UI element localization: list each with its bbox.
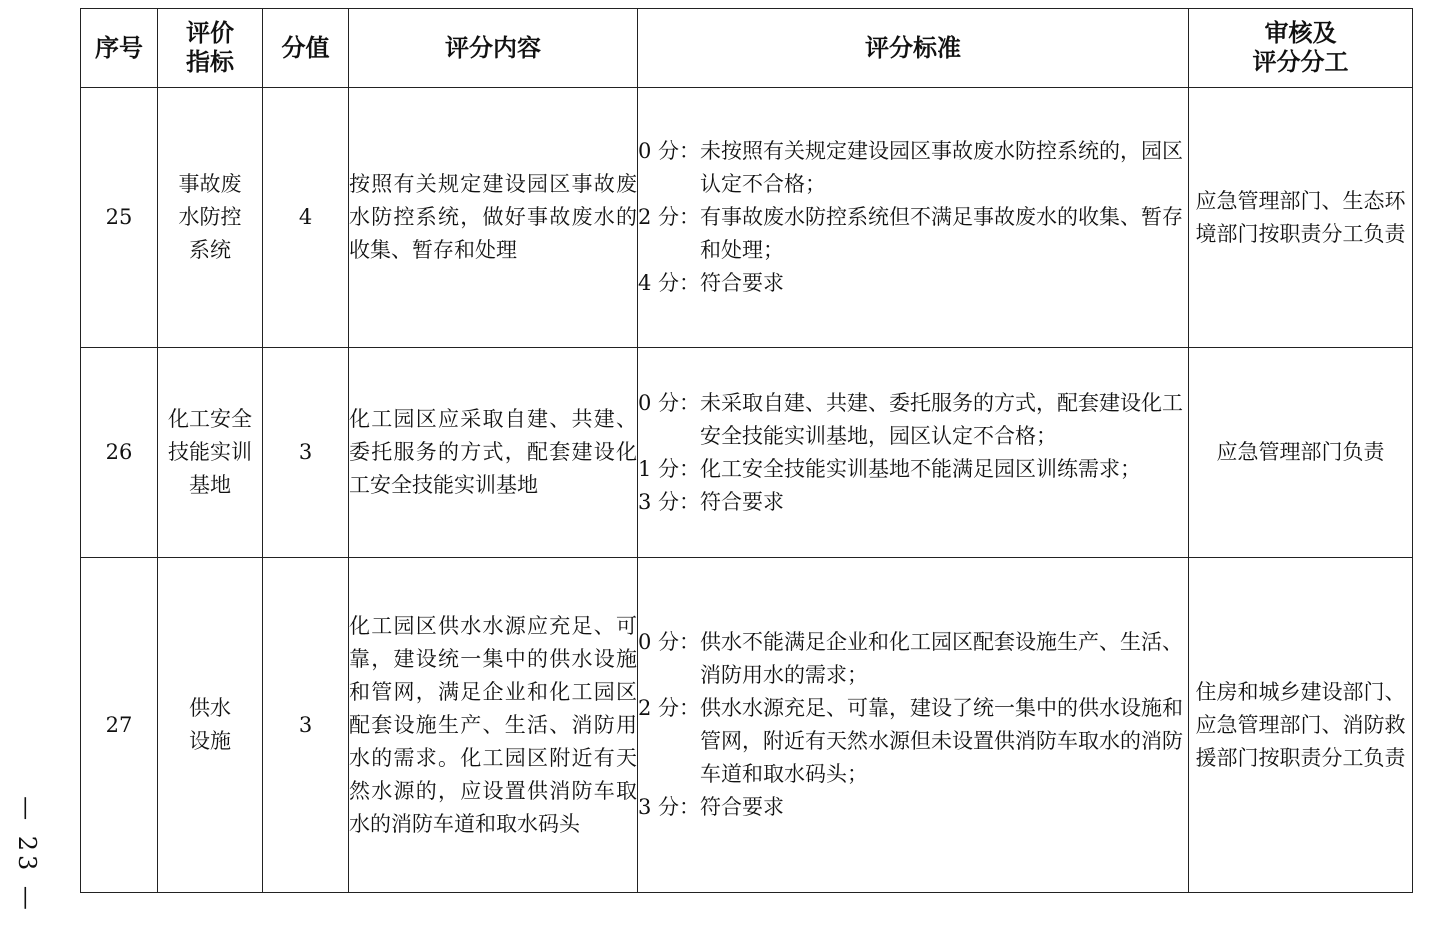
row-seq: 26 (81, 348, 158, 558)
row-score: 4 (263, 88, 349, 348)
header-score: 分值 (263, 9, 349, 88)
header-content: 评分内容 (349, 9, 638, 88)
row-indicator: 供水 设施 (158, 558, 263, 893)
criteria-item: 0 分： 未按照有关规定建设园区事故废水防控系统的，园区认定不合格； (638, 139, 1184, 196)
table-row (81, 88, 1413, 348)
criteria-item: 2 分： 供水水源充足、可靠，建设了统一集中的供水设施和管网，附近有天然水源但未设置供消防车取水的消防车道和取水码头； (638, 696, 1184, 786)
header-review: 审核及 评分分工 (1189, 9, 1413, 88)
row-indicator: 事故废 水防控 系统 (158, 88, 263, 348)
page-number: — 23 — (13, 796, 42, 914)
row-review: 住房和城乡建设部门、应急管理部门、消防救援部门按职责分工负责 (1189, 558, 1413, 893)
row-content: 化工园区应采取自建、共建、委托服务的方式，配套建设化工安全技能实训基地 (349, 348, 638, 558)
evaluation-table (80, 8, 1413, 893)
criteria-item: 3 分： 符合要求 (638, 489, 785, 514)
row-review: 应急管理部门负责 (1189, 348, 1413, 558)
row-seq: 25 (81, 88, 158, 348)
criteria-item: 0 分： 未采取自建、共建、委托服务的方式，配套建设化工安全技能实训基地，园区认定不合格； (638, 390, 1184, 448)
header-indicator: 评价 指标 (158, 9, 263, 88)
criteria-item: 4 分： 符合要求 (638, 271, 785, 295)
row-review: 应急管理部门、生态环境部门按职责分工负责 (1189, 88, 1413, 348)
row-content: 化工园区供水水源应充足、可靠，建设统一集中的供水设施和管网，满足企业和化工园区配套设施生产、生活、消防用水的需求。化工园区附近有天然水源的，应设置供消防车取水的消防车道和取水码头 (349, 558, 638, 893)
row-indicator: 化工安全 技能实训 基地 (158, 348, 263, 558)
row-score: 3 (263, 558, 349, 893)
header-seq: 序号 (81, 9, 158, 88)
table-row (81, 348, 1413, 558)
row-seq: 27 (81, 558, 158, 893)
row-content: 按照有关规定建设园区事故废水防控系统，做好事故废水的收集、暂存和处理 (349, 88, 638, 348)
criteria-item: 1 分： 化工安全技能实训基地不能满足园区训练需求； (638, 456, 1142, 481)
header-row (81, 9, 1413, 88)
row-score: 3 (263, 348, 349, 558)
header-criteria: 评分标准 (638, 9, 1189, 88)
table-row (81, 558, 1413, 893)
row-criteria (638, 88, 1189, 348)
row-criteria (638, 348, 1189, 558)
criteria-item: 2 分： 有事故废水防控系统但不满足事故废水的收集、暂存和处理； (638, 205, 1184, 262)
criteria-item: 3 分： 符合要求 (638, 795, 785, 819)
criteria-item: 0 分： 供水不能满足企业和化工园区配套设施生产、生活、消防用水的需求； (638, 630, 1184, 687)
row-criteria (638, 558, 1189, 893)
